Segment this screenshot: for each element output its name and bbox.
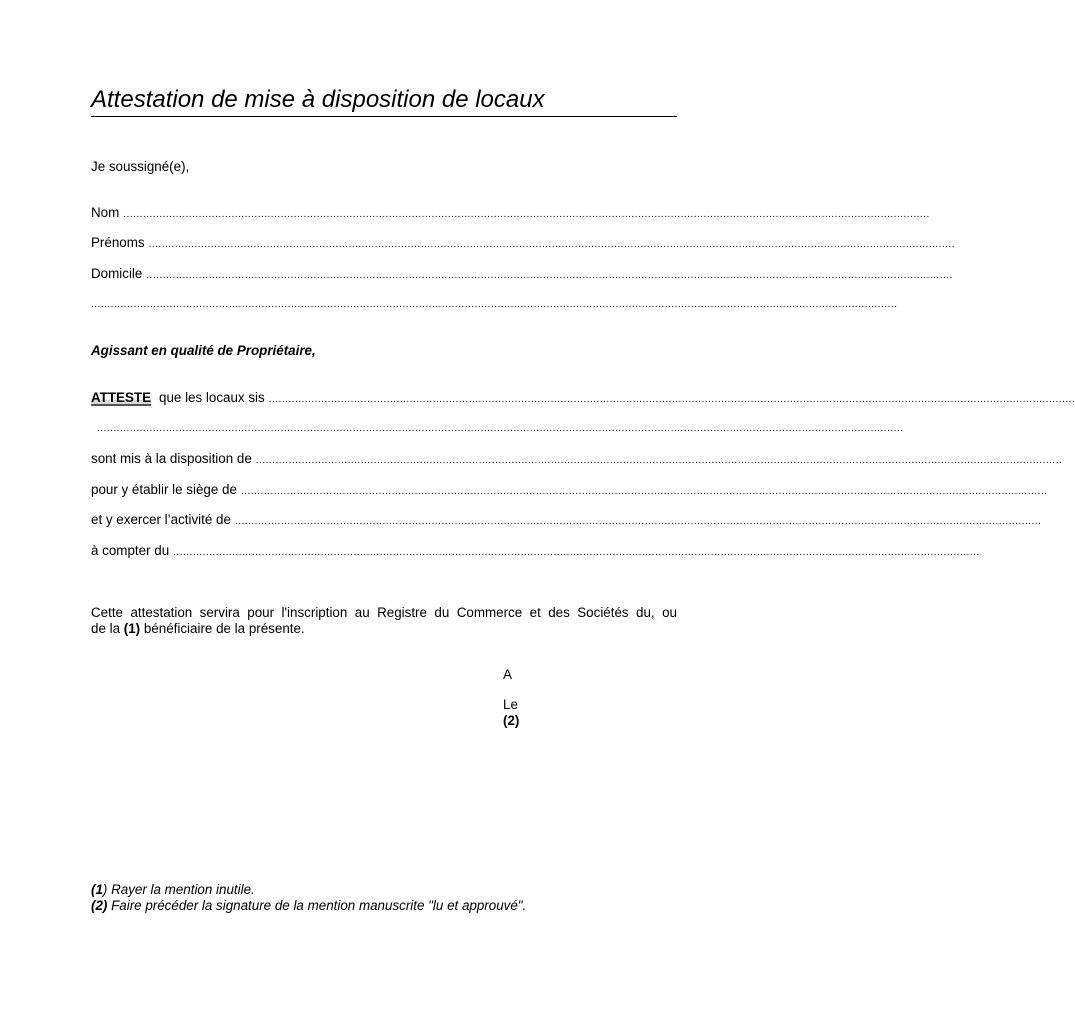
line-compter [91, 543, 980, 561]
line-compter-dots: ...................................................................................................................................................................................................................................................... [173, 547, 980, 558]
line-activite-dots: ...................................................................................................................................................................................................................................................... [234, 516, 1042, 527]
atteste-keyword: ATTESTE [91, 390, 152, 405]
field-prenoms-label: Prénoms [91, 235, 145, 250]
line-mis-a-disposition-label: sont mis à la disposition de [91, 451, 252, 466]
purpose-paragraph [91, 605, 677, 637]
field-domicile-label: Domicile [91, 266, 143, 281]
locaux-continued [97, 421, 904, 437]
footnote-1-text: ) Rayer la mention inutile. [102, 882, 255, 897]
footnote-1-ref: (1 [91, 882, 103, 897]
signature-date: Le [503, 697, 518, 712]
line-mis-a-disposition [91, 451, 1063, 469]
footnote-2-ref: (2) [91, 898, 108, 913]
field-nom [91, 205, 930, 223]
signature-place: A [503, 667, 512, 682]
atteste-dots: ...................................................................................................................................................................................................................................................... [268, 394, 1075, 405]
line-activite-label: et y exercer l’activité de [91, 512, 231, 527]
purpose-line-1: Cette attestation servira pour l'inscription au Registre du Commerce et des Sociétés du, ou [91, 605, 677, 620]
line-siege-label: pour y établir le siège de [91, 482, 237, 497]
line-compter-label: à compter du [91, 543, 170, 558]
field-domicile [91, 266, 953, 284]
footnote-ref-1: (1) [123, 621, 141, 636]
footnote-2-text: Faire précéder la signature de la mention manuscrite "lu et approuvé". [107, 898, 527, 913]
footnote-2 [91, 898, 526, 914]
field-prenoms-dots: ...................................................................................................................................................................................................................................................... [148, 239, 956, 250]
field-domicile-dots: ...................................................................................................................................................................................................................................................... [146, 270, 953, 281]
line-siege-dots: ...................................................................................................................................................................................................................................................... [240, 486, 1048, 497]
purpose-line-2 [91, 621, 677, 637]
field-nom-dots: ...................................................................................................................................................................................................................................................... [123, 209, 930, 220]
purpose-line-2-post: bénéficiaire de la présente. [140, 621, 305, 636]
locaux-continued-dots: ...................................................................................................................................................................................................................................................... [97, 423, 904, 434]
document-title: Attestation de mise à disposition de locaux [91, 84, 677, 117]
atteste-line [91, 390, 1075, 408]
footnote-1 [91, 882, 255, 898]
purpose-line-2-pre: de la [91, 621, 124, 636]
atteste-rest: que les locaux sis [159, 390, 265, 405]
line-siege [91, 482, 1048, 500]
line-activite [91, 512, 1042, 530]
field-domicile-continued [91, 297, 898, 313]
capacity-statement: Agissant en qualité de Propriétaire, [91, 343, 316, 358]
field-nom-label: Nom [91, 205, 120, 220]
line-mis-a-disposition-dots: ...................................................................................................................................................................................................................................................... [255, 455, 1063, 466]
field-prenoms [91, 235, 956, 253]
salutation: Je soussigné(e), [91, 159, 190, 174]
field-domicile-continued-dots: ...................................................................................................................................................................................................................................................... [91, 299, 898, 310]
signature-ref: (2) [503, 713, 520, 728]
